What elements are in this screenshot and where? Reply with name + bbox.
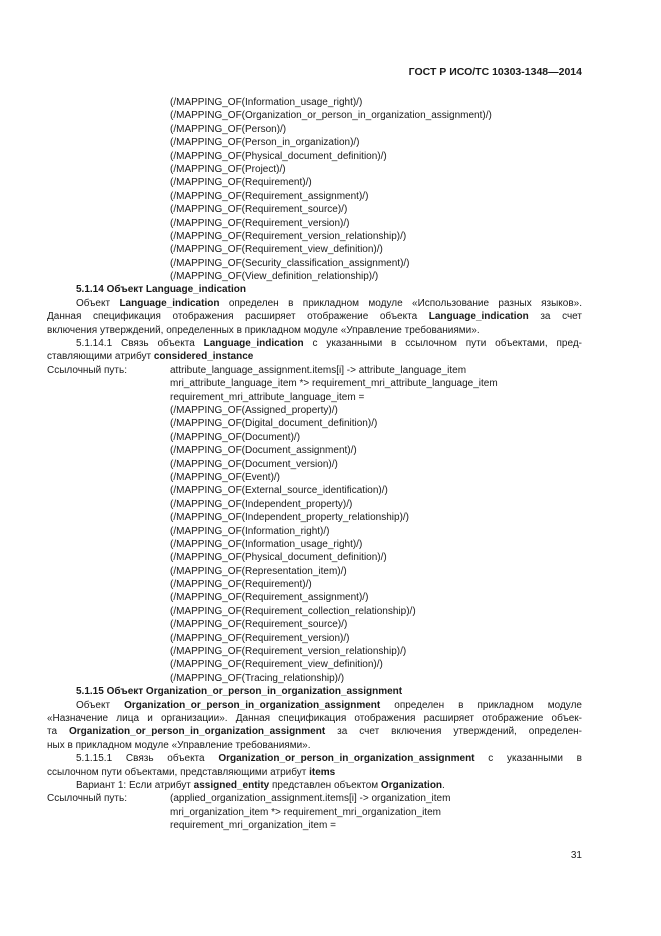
reference-path-2 [47,792,582,832]
mapping-line: (/MAPPING_OF(Requirement_source)/) [170,619,348,631]
mapping-line: (/MAPPING_OF(Project)/) [170,163,286,175]
mapping-line: (/MAPPING_OF(Information_right)/) [170,525,330,537]
path-line: requirement_mri_attribute_language_item = [170,391,365,403]
mapping-line: (/MAPPING_OF(Assigned_property)/) [170,404,338,416]
mapping-line: (/MAPPING_OF(Requirement_version)/) [170,217,350,229]
mapping-line: (/MAPPING_OF(Requirement_assignment)/) [170,592,369,604]
mapping-line: (/MAPPING_OF(Requirement_view_definition)/) [170,244,383,256]
variant-line: Вариант 1: Если атрибут assigned_entity представлен объектом Organization. [76,779,445,791]
paragraph-line: 5.1.15.1 Связь объекта Organization_or_person_in_organization_assignment с указанными в [76,753,582,765]
page-number: 31 [570,850,582,861]
paragraph-line: Данная спецификация отображения расширяет отображение объекта Language_indication за счет [47,311,582,323]
paragraph-line: ссылочном пути объектами, представляющими атрибут items [47,766,336,778]
mapping-line: (/MAPPING_OF(Physical_document_definition)/) [170,552,387,564]
mapping-line: (/MAPPING_OF(Person_in_organization)/) [170,137,360,149]
section-heading-5-1-15: 5.1.15 Объект Organization_or_person_in_organization_assignment [76,686,403,698]
document-header: ГОСТ Р ИСО/ТС 10303-1348—2014 [408,66,582,78]
mapping-line: (/MAPPING_OF(Person)/) [170,123,287,135]
mapping-line: (/MAPPING_OF(Tracing_relationship)/) [170,672,345,684]
mapping-line: (/MAPPING_OF(Document_version)/) [170,458,338,470]
page-body [47,96,582,832]
paragraph-line: «Назначение лица и организации». Данная спецификация отображения расширяет отображение объек- [47,712,582,724]
path-line: mri_attribute_language_item *> requirement_mri_attribute_language_item [170,378,498,390]
section-heading-5-1-14: 5.1.14 Объект Language_indication [76,284,246,296]
mapping-line: (/MAPPING_OF(Requirement_assignment)/) [170,190,369,202]
mapping-line: (/MAPPING_OF(View_definition_relationship)/) [170,271,379,283]
mapping-line: (/MAPPING_OF(Requirement_collection_relationship)/) [170,605,416,617]
paragraph-line: Объект Organization_or_person_in_organization_assignment определен в прикладном модуле [76,699,582,711]
paragraph-5-1-14-1 [47,337,582,364]
paragraph-language-indication [47,297,582,337]
paragraph-organization-assignment [47,699,582,753]
mapping-line: (/MAPPING_OF(External_source_identification)/) [170,485,388,497]
mapping-line: (/MAPPING_OF(Organization_or_person_in_organization_assignment)/) [170,110,492,122]
path-line: mri_organization_item *> requirement_mri_organization_item [170,806,441,818]
paragraph-line: включения утверждений, определенных в прикладном модуле «Управление требованиями». [47,324,480,336]
mapping-line: (/MAPPING_OF(Information_usage_right)/) [170,538,363,550]
mapping-list-top [47,96,582,283]
mapping-line: (/MAPPING_OF(Information_usage_right)/) [170,97,363,108]
paragraph-5-1-15-1 [47,752,582,779]
path-line: Ссылочный путь: (applied_organization_assignment.items[i] -> organization_item [47,793,451,805]
mapping-line: (/MAPPING_OF(Security_classification_assignment)/) [170,257,410,269]
mapping-line: (/MAPPING_OF(Document)/) [170,431,301,443]
paragraph-line: 5.1.14.1 Связь объекта Language_indication с указанными в ссылочном пути объектами, пред- [76,338,582,350]
mapping-line: (/MAPPING_OF(Independent_property_relationship)/) [170,512,410,524]
mapping-line: (/MAPPING_OF(Document_assignment)/) [170,445,357,457]
mapping-line: (/MAPPING_OF(Digital_document_definition)/) [170,418,378,430]
mapping-line: (/MAPPING_OF(Requirement)/) [170,579,312,591]
mapping-line: (/MAPPING_OF(Representation_item)/) [170,565,347,577]
mapping-line: (/MAPPING_OF(Physical_document_definition)/) [170,150,387,162]
mapping-line: (/MAPPING_OF(Requirement_version_relationship)/) [170,646,407,658]
mapping-line: (/MAPPING_OF(Requirement_version)/) [170,632,350,644]
paragraph-line: ставляющими атрибут considered_instance [47,351,254,363]
path-line: Ссылочный путь: attribute_language_assignment.items[i] -> attribute_language_item [47,364,467,376]
reference-path-label: Ссылочный путь: [47,793,127,805]
paragraph-line: Объект Language_indication определен в прикладном модуле «Использование разных языков». [76,297,582,309]
mapping-line: (/MAPPING_OF(Requirement_view_definition)/) [170,659,383,671]
mapping-line: (/MAPPING_OF(Requirement)/) [170,177,312,189]
mapping-line: (/MAPPING_OF(Requirement_version_relationship)/) [170,230,407,242]
mapping-line: (/MAPPING_OF(Requirement_source)/) [170,204,348,216]
paragraph-line: та Organization_or_person_in_organization_assignment за счет включения утверждений, определен- [47,726,583,738]
mapping-line: (/MAPPING_OF(Event)/) [170,471,281,483]
paragraph-line: ных в прикладном модуле «Управление требованиями». [47,739,311,751]
mapping-line: (/MAPPING_OF(Independent_property)/) [170,498,353,510]
path-line: requirement_mri_organization_item = [170,820,336,832]
reference-path-label: Ссылочный путь: [47,364,127,376]
reference-path-1 [47,364,582,685]
